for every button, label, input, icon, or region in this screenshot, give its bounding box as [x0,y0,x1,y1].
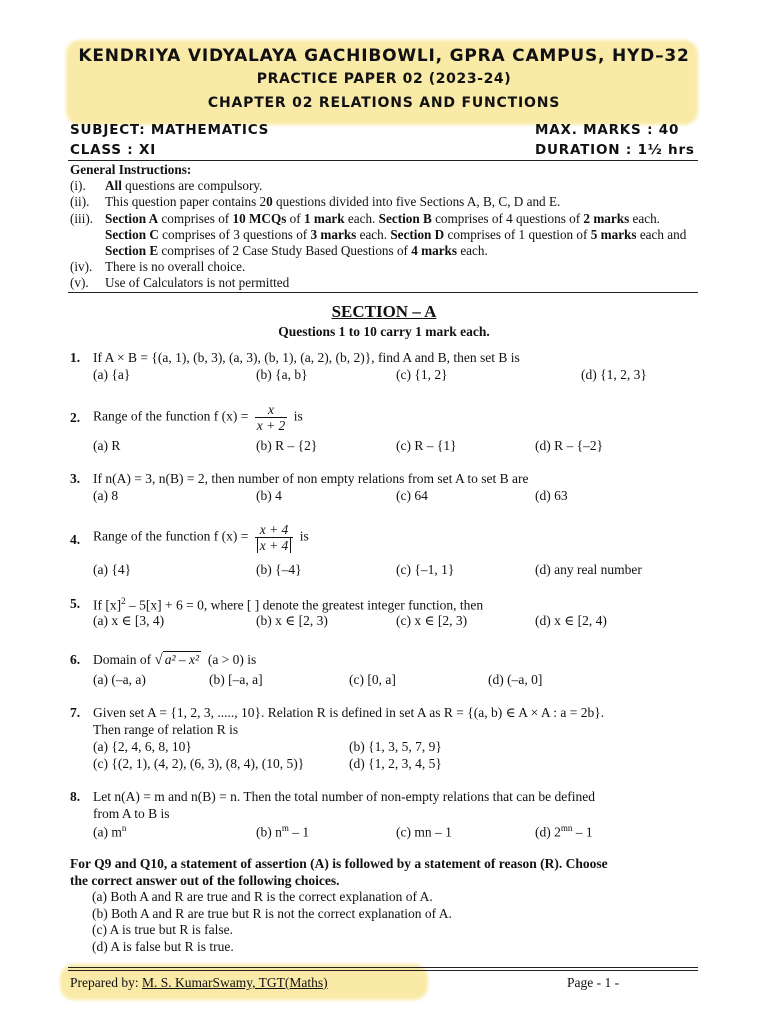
max-marks-label: MAX. MARKS : 40 [535,122,680,138]
footer-rule-top [68,967,698,968]
question-number: 5. [70,596,81,611]
question-text: If A × B = {(a, 1), (b, 3), (a, 3), (b, 1), (a, 2), (b, 2)}, find A and B, then set B is [93,350,520,365]
radicand: a² – x² [164,652,200,667]
assertion-reason-block [70,856,710,956]
q2-option-c: (c) R – {1} [396,438,457,453]
assertion-option-d: (d) A is false but R is true. [92,938,234,954]
q2-option-a: (a) R [93,438,121,453]
q7-option-a: (a) {2, 4, 6, 8, 10} [93,739,192,754]
assertion-option-a: (a) Both A and R are true and R is the correct explanation of A. [92,889,433,905]
q6-option-a: (a) (–a, a) [93,672,146,687]
instructions-title: General Instructions: [70,162,192,177]
q4-option-d: (d) any real number [535,562,642,577]
instruction-item [70,178,700,194]
q4-option-c: (c) {–1, 1} [396,562,455,577]
q8-text-line2: from A to B is [93,806,170,821]
question-text: Let n(A) = m and n(B) = n. Then the total number of non-empty relations that can be defined [93,789,595,804]
question-number: 4. [70,532,81,547]
q8-option-b: (b) $n^m - 1$ [256,823,310,840]
q7-text-line2: Then range of relation R is [93,722,239,737]
q2-option-b: (b) R – {2} [256,438,318,453]
q5-option-b: (b) x ∈ [2, 3) [256,613,328,628]
instruction-item [70,275,700,291]
page-number: Page - 1 - [567,975,620,990]
instruction-item [70,211,700,260]
q2-option-d: (d) R – {–2} [535,438,604,453]
q6-option-b: (b) [–a, a] [209,672,263,687]
q3-option-c: (c) 64 [396,488,428,503]
chapter-title: CHAPTER 02 RELATIONS AND FUNCTIONS [207,95,561,111]
q5-option-d: (d) x ∈ [2, 4) [535,613,607,628]
assertion-option-c: (c) A is true but R is false. [92,922,233,938]
subject-label: SUBJECT: MATHEMATICS [70,122,270,138]
school-name: KENDRIYA VIDYALAYA GACHIBOWLI, GPRA CAMPUS, HYD–32 [78,46,690,66]
assertion-option-b: (b) Both A and R are true but R is not the correct explanation of A. [92,905,452,921]
question-number: 1. [70,350,81,365]
instruction-text: This question paper contains 20 questions divided into five Sections A, B, C, D and E. [105,194,561,210]
q8-option-c: (c) mn – 1 [396,824,452,840]
q7-option-d: (d) {1, 2, 3, 4, 5} [349,756,442,771]
instruction-item [70,194,700,210]
footer-rule-bottom [68,970,698,971]
general-instructions [70,162,700,292]
assertion-intro-line2: the correct answer out of the following choices. [70,872,340,888]
q1-option-b: (b) {a, b} [256,367,308,382]
question-number: 3. [70,471,81,486]
instruction-text: Use of Calculators is not permitted [105,275,290,291]
section-title: SECTION – A [331,302,437,321]
class-label: CLASS : XI [70,142,157,158]
question-number: 7. [70,705,81,720]
q3-option-a: (a) 8 [93,488,119,503]
paper-title: PRACTICE PAPER 02 (2023-24) [256,71,512,87]
instruction-text: All questions are compulsory. [105,178,263,194]
question-text: Given set A = {1, 2, 3, ....., 10}. Relation R is defined in set A as R = {(a, b) ∈ A × A : a = 2b}. [93,705,605,720]
q1-option-d: (d) {1, 2, 3} [581,367,647,382]
instruction-text: Section A comprises of 10 MCQs of 1 mark each. Section B comprises of 4 questions of 2 marks each. Section C comprises of 3 questions of 3 marks each. Section D comprises of 1 question of 5 marks each and Section E comprises of 2 Case Study Based Questions of 4 marks each. [105,210,687,259]
q7-option-b: (b) {1, 3, 5, 7, 9} [349,739,442,754]
q6-option-d: (d) (–a, 0] [488,672,543,687]
q3-option-d: (d) 63 [535,488,568,503]
q4-option-b: (b) {–4} [256,562,302,577]
instruction-number: (i). [70,178,86,194]
duration-label: DURATION : 1½ hrs [535,142,695,158]
q8-option-a: (a) $m^n$ [93,823,127,840]
section-subtitle: Questions 1 to 10 carry 1 mark each. [278,324,490,339]
q7-option-c: (c) {(2, 1), (4, 2), (6, 3), (8, 4), (10, 5)} [93,756,305,771]
question-number: 6. [70,652,81,667]
q1-option-c: (c) {1, 2} [396,367,448,382]
q5-option-c: (c) x ∈ [2, 3) [396,613,468,628]
q4-option-a: (a) {4} [93,562,132,577]
sqrt-icon: √ [154,652,163,668]
fraction: $\frac{x + 4}{x + 4}$ [255,522,294,553]
question-number: 2. [70,410,81,425]
author-name: M. S. KumarSwamy, TGT(Maths) [141,975,328,990]
instruction-text: There is no overall choice. [105,259,246,275]
q5-option-a: (a) x ∈ [3, 4) [93,613,165,628]
instruction-number: (v). [70,275,89,291]
instruction-number: (ii). [70,194,90,210]
instruction-item [70,259,700,275]
q8-option-d: (d) $2^{mn} - 1$ [535,823,593,840]
q6-option-c: (c) [0, a] [349,672,396,687]
question-number: 8. [70,789,81,804]
question-text: Range of the function f (x) = $\frac{x + 4}{x + 4}$ is [93,522,309,553]
q1-option-a: (a) {a} [93,367,131,382]
header-divider [68,160,698,161]
instructions-list [70,178,700,291]
prepared-by: Prepared by: M. S. KumarSwamy, TGT(Maths) [70,975,328,990]
question-text: If $[x]^2 - 5[x] + 6 = 0$, where [ ] denote the greatest integer function, then [93,596,484,613]
instruction-number: (iv). [70,259,93,275]
q3-option-b: (b) 4 [256,488,282,503]
fraction: $\frac{x}{x + 2}$ [256,402,286,433]
instructions-divider [68,292,698,293]
question-text: If n(A) = 3, n(B) = 2, then number of non empty relations from set A to set B are [93,471,529,486]
question-text: Domain of √ a² – x² (a > 0) is [93,652,257,668]
instruction-number: (iii). [70,210,94,226]
question-text: Range of the function f (x) = $\frac{x}{x + 2}$ is [93,402,303,433]
assertion-intro-line1: For Q9 and Q10, a statement of assertion (A) is followed by a statement of reason (R). Choose [70,856,608,871]
